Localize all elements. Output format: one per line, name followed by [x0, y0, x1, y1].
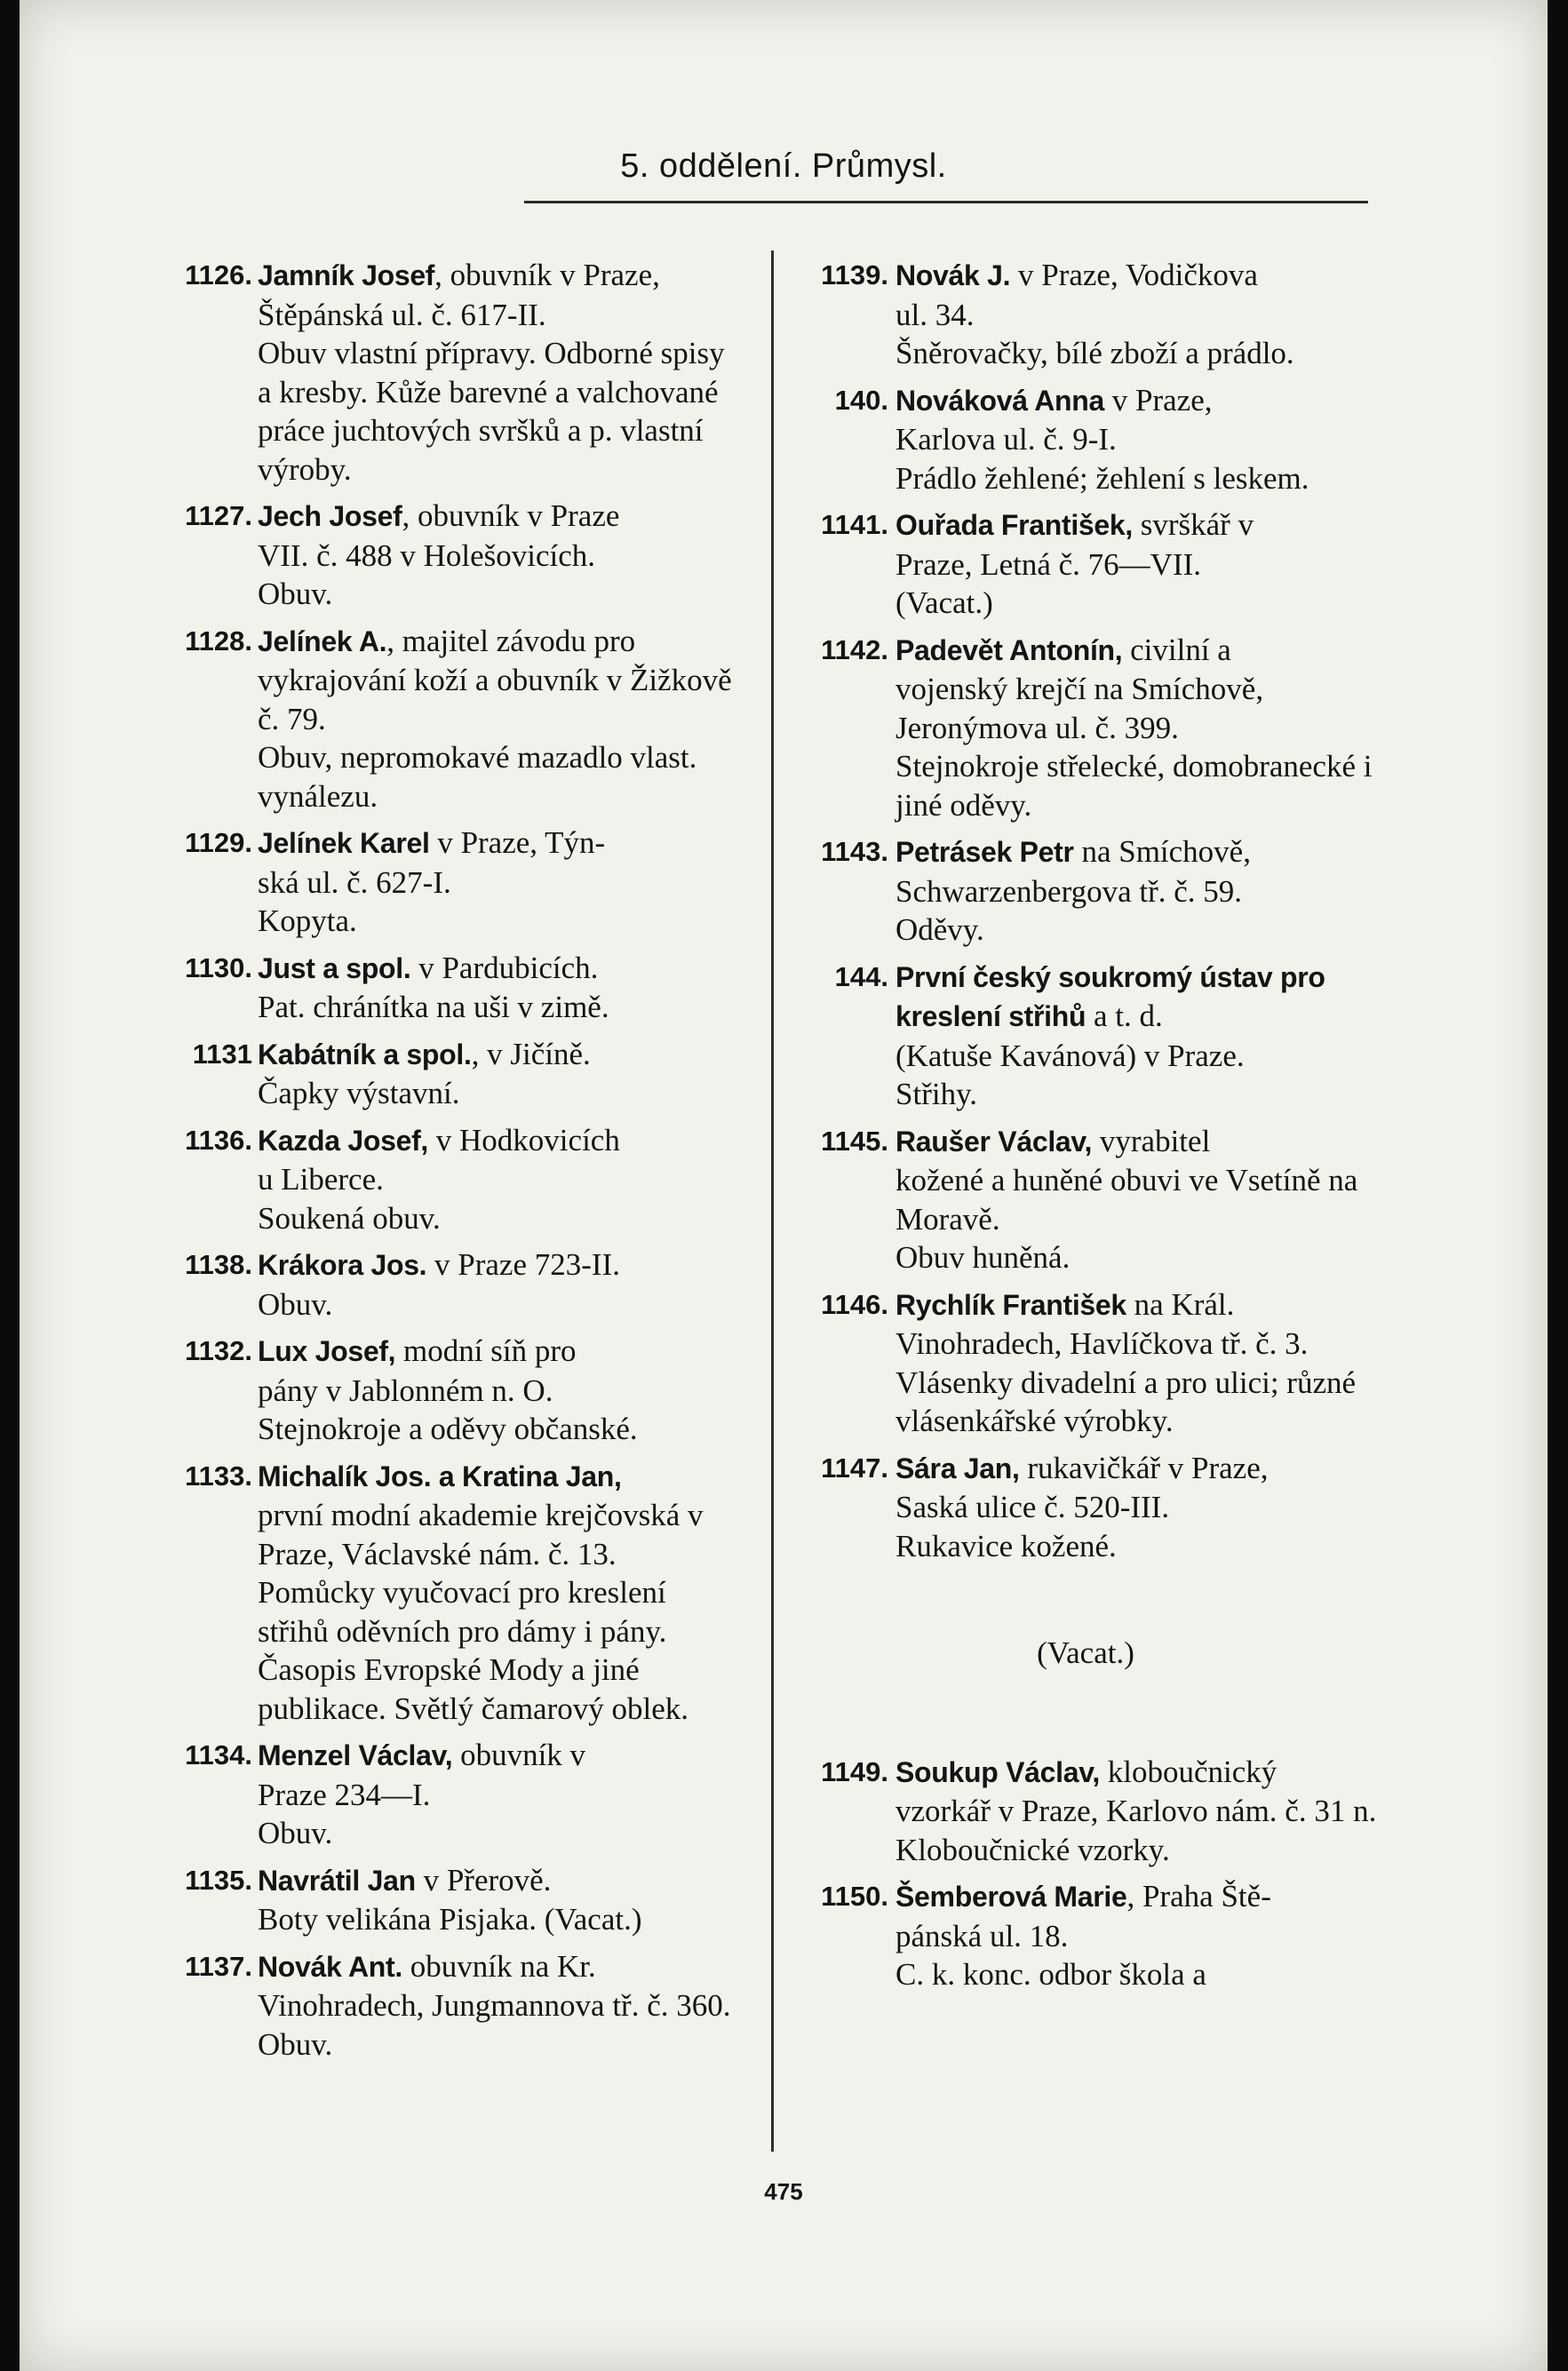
exhibitor-name: Kabátník a spol. — [258, 1038, 472, 1070]
entry-text: Rukavice kožené. — [895, 1528, 1117, 1563]
entry-number: 1134. — [185, 1739, 252, 1770]
entry — [792, 631, 1379, 825]
entry — [155, 497, 741, 614]
entry-number: 1145. — [821, 1125, 888, 1157]
exhibitor-description: a t. d. — [1086, 999, 1163, 1033]
exhibitor-name: Nováková Anna — [895, 384, 1104, 417]
exhibitor-name: Novák Ant. — [258, 1950, 402, 1983]
entry — [155, 823, 741, 941]
entry-number: 144. — [834, 960, 888, 992]
entry — [155, 1861, 741, 1939]
entry-text: Obuv. — [258, 2026, 333, 2062]
entry-text: Pat. chránítka na uši v zimě. — [258, 990, 609, 1024]
entry-heading — [258, 1035, 741, 1075]
entry-heading — [895, 505, 1379, 545]
entry-text: Obuv, nepromokavé mazadlo vlast. vynálezu. — [258, 740, 697, 814]
exhibitor-description: rukavičkář v Praze, — [1019, 1450, 1269, 1485]
entry — [155, 1332, 741, 1449]
entry — [155, 1736, 741, 1853]
exhibitor-name: Petrásek Petr — [895, 836, 1074, 868]
entry-heading — [258, 622, 741, 662]
entry-text: C. k. konc. odbor škola a — [895, 1957, 1206, 1992]
entry-heading — [258, 1245, 741, 1285]
entry-text: Obuv vlastní přípravy. Odborné spisy a kresby. Kůže barevné a valchované práce juchtových svršků a p. vlastní výroby. — [258, 336, 725, 487]
entry-number: 1133. — [185, 1460, 252, 1492]
entry — [155, 256, 741, 489]
entry-text: Saská ulice č. 520-III. — [895, 1490, 1170, 1524]
entry-heading — [895, 832, 1379, 872]
exhibitor-name: Jelínek Karel — [258, 827, 430, 859]
entry-text: Schwarzenbergova tř. č. 59. — [895, 873, 1243, 909]
exhibitor-name: Lux Josef, — [258, 1335, 396, 1367]
entry-heading — [895, 631, 1379, 671]
entry-text: Praze 234—I. — [258, 1777, 431, 1812]
exhibitor-description: modní síň pro — [395, 1333, 577, 1368]
entry-heading — [258, 1736, 741, 1776]
entry-text: Štěpánská ul. č. 617-II. — [258, 297, 546, 332]
page-header: 5. oddělení. Průmysl. — [620, 147, 947, 185]
entry-text: vzorkář v Praze, Karlovo nám. č. 31 n. — [895, 1794, 1377, 1828]
exhibitor-description: civilní a — [1122, 632, 1231, 667]
entry-heading — [258, 1457, 741, 1497]
entry — [792, 1877, 1379, 1994]
entry-text: ská ul. č. 627-I. — [258, 864, 451, 900]
entry-text: Obuv. — [258, 1286, 333, 1322]
entry-text: Šněrovačky, bílé zboží a prádlo. — [895, 336, 1294, 370]
exhibitor-description: kloboučnický — [1099, 1754, 1277, 1789]
exhibitor-description: , Praha Ště- — [1126, 1879, 1271, 1914]
entry-heading — [258, 497, 741, 537]
exhibitor-description: svrškář v — [1133, 507, 1254, 542]
entry-text: VII. č. 488 v Holešovicích. — [258, 537, 596, 573]
entry-heading — [895, 256, 1379, 296]
exhibitor-description: vyrabitel — [1092, 1123, 1211, 1158]
entry — [155, 1035, 741, 1113]
entry-text: první modní akademie krejčovská v Praze, Václavské nám. č. 13. — [258, 1498, 704, 1571]
entry-number: 1146. — [821, 1288, 888, 1320]
entry-number: 1130. — [185, 951, 252, 983]
entry-text: Praze, Letná č. 76—VII. — [895, 546, 1202, 582]
exhibitor-description: , v Jičíně. — [471, 1036, 591, 1071]
exhibitor-description: v Přerově. — [415, 1862, 552, 1898]
entry — [155, 1947, 741, 2065]
document-page — [20, 0, 1548, 2371]
entry-heading — [895, 1877, 1379, 1917]
exhibitor-name: Jelínek A. — [258, 625, 387, 657]
entry-text: Kopyta. — [258, 903, 357, 938]
entry — [792, 832, 1379, 950]
entry-number: 1137. — [185, 1950, 252, 1982]
entry-heading — [895, 1449, 1379, 1489]
exhibitor-name: Just a spol. — [258, 951, 411, 984]
entry-text: u Liberce. — [258, 1162, 384, 1197]
entry — [155, 1121, 741, 1238]
entry — [792, 958, 1379, 1114]
exhibitor-name: Šemberová Marie — [895, 1881, 1127, 1913]
entry-number: 1150. — [821, 1881, 888, 1912]
exhibitor-description: v Praze, Vodičkova — [1010, 258, 1258, 292]
entry-heading — [258, 256, 741, 296]
entry-text: pány v Jablonném n. O. — [258, 1372, 553, 1408]
exhibitor-name: Navrátil Jan — [258, 1864, 416, 1897]
entry-number: 1136. — [185, 1124, 252, 1156]
exhibitor-description: v Praze, Týn- — [429, 825, 606, 860]
exhibitor-name: Kazda Josef, — [258, 1124, 429, 1157]
entry-number: 1142. — [821, 633, 888, 665]
entry-text: Karlova ul. č. 9-I. — [895, 422, 1117, 457]
entry — [792, 1449, 1379, 1566]
entry-heading — [258, 1121, 741, 1161]
entry — [792, 1285, 1379, 1441]
entry-heading — [895, 1122, 1379, 1162]
entry-text: Vinohradech, Havlíčkova tř. č. 3. — [895, 1326, 1309, 1361]
exhibitor-name: Menzel Václav, — [258, 1739, 453, 1771]
entry-text: pánská ul. 18. — [895, 1918, 1069, 1953]
exhibitor-name: Rychlík František — [895, 1288, 1126, 1321]
entry-text: Stejnokroje střelecké, domobranecké i jiné oděvy. — [895, 749, 1373, 823]
entry-heading — [258, 949, 741, 989]
entry-number: 140. — [834, 384, 888, 416]
exhibitor-description: , obuvník v Praze, — [434, 258, 660, 292]
entry-text: Obuv huněná. — [895, 1240, 1071, 1275]
exhibitor-description: v Hodkovicích — [428, 1122, 620, 1158]
entry — [155, 622, 741, 816]
exhibitor-name: Jamník Josef — [258, 259, 435, 291]
right-column — [792, 256, 1379, 2002]
exhibitor-name: Michalík Jos. a Kratina Jan, — [258, 1460, 622, 1492]
exhibitor-description: na Smíchově, — [1073, 834, 1251, 869]
entry-number: 1147. — [821, 1452, 888, 1484]
exhibitor-description: v Pardubicích. — [410, 950, 599, 985]
entry-number: 1128. — [185, 625, 252, 656]
entry-text: Střihy. — [895, 1077, 978, 1111]
right-entries-top — [792, 256, 1379, 1565]
exhibitor-name: První český soukromý ústav pro kreslení střihů — [895, 960, 1325, 1032]
entry-text: Pomůcky vyučovací pro kreslení střihů oděvních pro dámy i pány. Časopis Evropské Mody a jiné publikace. Světlý čamarový oblek. — [258, 1575, 688, 1726]
exhibitor-name: Raušer Václav, — [895, 1125, 1093, 1158]
left-column — [155, 256, 741, 2072]
entry-text: (Vacat.) — [895, 585, 993, 620]
entry — [792, 505, 1379, 623]
column-divider — [771, 251, 774, 2152]
entry-text: Stejnokroje a oděvy občanské. — [258, 1412, 638, 1446]
exhibitor-description: na Král. — [1126, 1286, 1235, 1322]
exhibitor-name: Novák J. — [895, 259, 1011, 291]
entry-heading — [258, 823, 741, 863]
entry-number: 1135. — [185, 1864, 252, 1896]
entry-text: Vlásenky divadelní a pro ulici; různé vlásenkářské výrobky. — [895, 1365, 1357, 1438]
entry-number: 1143. — [821, 836, 888, 867]
entry-text: vykrajování koží a obuvník v Žižkově č. 79. — [258, 663, 732, 736]
entry-text: (Katuše Kavánová) v Praze. — [895, 1038, 1245, 1073]
entry-text: Boty velikána Pisjaka. (Vacat.) — [258, 1902, 642, 1937]
entry-heading — [895, 381, 1379, 421]
entry-heading — [258, 1861, 741, 1901]
entry-number: 1149. — [821, 1755, 888, 1787]
exhibitor-description: obuvník v — [452, 1738, 586, 1772]
entry-heading — [258, 1947, 741, 1987]
entry-text: Obuv. — [258, 1816, 333, 1850]
entry — [792, 381, 1379, 498]
entry-number: 1127. — [185, 500, 252, 531]
right-entries-bottom — [792, 1753, 1379, 1994]
entry — [155, 1245, 741, 1324]
entry-text: Obuv. — [258, 577, 333, 611]
exhibitor-description: v Praze, — [1104, 382, 1213, 418]
entry-text: kožené a huněné obuvi ve Vsetíně na Moravě. — [895, 1163, 1358, 1237]
entry-heading — [895, 1753, 1379, 1793]
entry — [792, 256, 1379, 373]
header-rule — [524, 201, 1368, 203]
entry-number: 1139. — [821, 259, 888, 290]
entry-number: 1129. — [185, 827, 252, 858]
exhibitor-name: Jech Josef — [258, 500, 402, 532]
exhibitor-name: Krákora Jos. — [258, 1249, 427, 1281]
entry-text: Čapky výstavní. — [258, 1076, 460, 1110]
exhibitor-name: Padevět Antonín, — [895, 633, 1123, 666]
entry-number: 1126. — [185, 259, 252, 290]
page-number: 475 — [764, 2178, 803, 2205]
entry-number: 1131 — [192, 1038, 252, 1070]
exhibitor-description: , majitel závodu pro — [386, 623, 636, 658]
exhibitor-name: Ouřada František, — [895, 509, 1133, 541]
vacat-note: (Vacat.) — [1037, 1635, 1134, 1670]
entry-text: Prádlo žehlené; žehlení s leskem. — [895, 460, 1309, 496]
entry-number: 1141. — [821, 509, 888, 540]
entry-text: Kloboučnické vzorky. — [895, 1832, 1170, 1867]
exhibitor-description: v Praze 723-II. — [426, 1247, 620, 1282]
entry — [792, 1753, 1379, 1870]
entry-text: Soukená obuv. — [258, 1200, 441, 1236]
entry — [792, 1122, 1379, 1277]
entry — [155, 949, 741, 1027]
entry — [155, 1457, 741, 1729]
entry-heading — [895, 958, 1379, 1037]
entry-text: ul. 34. — [895, 297, 975, 332]
exhibitor-name: Sára Jan, — [895, 1452, 1020, 1484]
exhibitor-description: , obuvník v Praze — [402, 498, 620, 533]
entry-number: 1138. — [185, 1249, 252, 1280]
entry-heading — [258, 1332, 741, 1372]
entry-number: 1132. — [185, 1335, 252, 1366]
exhibitor-name: Soukup Václav, — [895, 1755, 1100, 1788]
exhibitor-description: obuvník na Kr. — [402, 1948, 596, 1984]
entry-heading — [895, 1285, 1379, 1325]
entry-text: Oděvy. — [895, 912, 984, 947]
entry-text: Vinohradech, Jungmannova tř. č. 360. — [258, 1988, 731, 2023]
entry-text: vojenský krejčí na Smíchově, Jeronýmova ul. č. 399. — [895, 672, 1264, 745]
